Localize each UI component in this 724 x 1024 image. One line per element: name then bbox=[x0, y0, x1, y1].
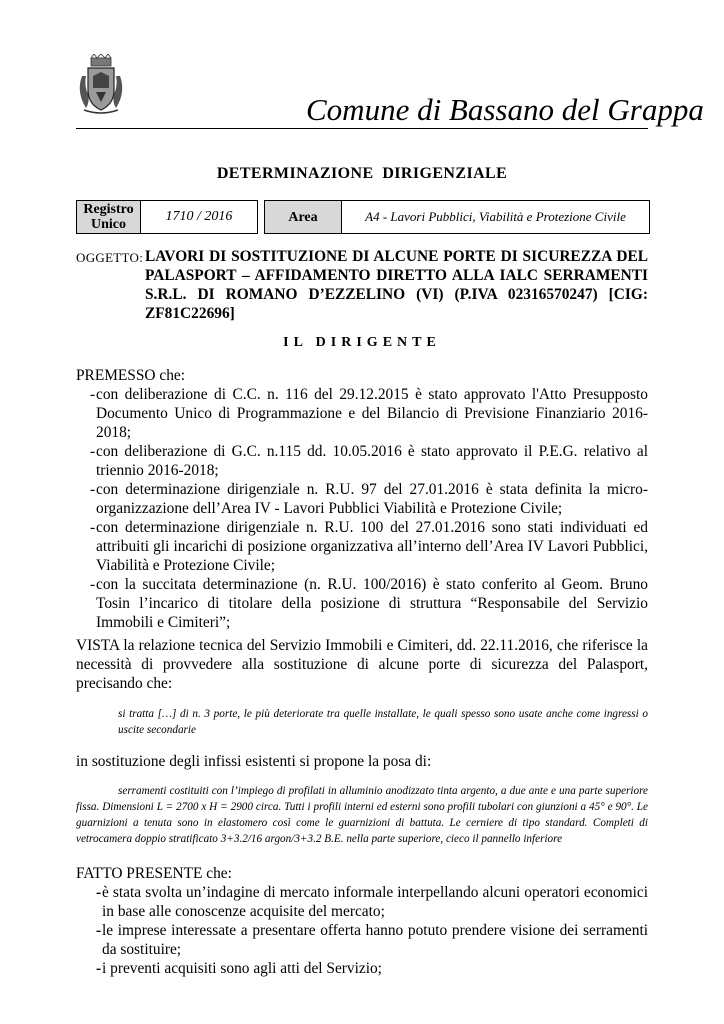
document-type-title: DETERMINAZIONE DIRIGENZIALE bbox=[216, 165, 508, 182]
list-item: - è stata svolta un’indagine di mercato informale interpellando alcuni operatori economici in base alle conoscenze acquisite del mercato; bbox=[96, 884, 648, 920]
list-item: - le imprese interessate a presentare offerta hanno potuto prendere visione dei serramenti da sostituire; bbox=[96, 922, 648, 958]
fatto-presente-list bbox=[76, 883, 648, 978]
registro-box bbox=[76, 200, 258, 234]
list-item: - con determinazione dirigenziale n. R.U. 97 del 27.01.2016 è stata definita la micro-organizzazione dell’Area IV - Lavori Pubblici Viabilità e Protezione Civile; bbox=[90, 481, 648, 517]
list-item: - con determinazione dirigenziale n. R.U. 100 del 27.01.2016 sono stati individuati ed attribuiti gli incarichi di posizione organizzativa all’interno dell’Area IV Lavori Pubblici, Viabilità e Protezione Civile; bbox=[90, 519, 648, 574]
oggetto-label: OGGETTO: bbox=[76, 250, 144, 265]
il-dirigente-heading: IL DIRIGENTE bbox=[283, 335, 441, 350]
municipality-name: Comune di Bassano del Grappa bbox=[306, 92, 704, 127]
fatto-presente-section bbox=[76, 864, 648, 978]
header-rule bbox=[76, 128, 648, 129]
oggetto-text: LAVORI DI SOSTITUZIONE DI ALCUNE PORTE DI SICUREZZA DEL PALASPORT – AFFIDAMENTO DIRETTO ALLA IALC SERRAMENTI S.R.L. DI ROMANO D’EZZELINO (VI) (P.IVA 02316570247) [CIG: ZF81C22696] bbox=[145, 248, 648, 322]
vista-paragraph: VISTA la relazione tecnica del Servizio Immobili e Cimiteri, dd. 22.11.2016, che riferisce la necessità di provvedere alla sostituzione di alcune porte di sicurezza del Palasport, precisando che: bbox=[76, 637, 648, 692]
coat-of-arms-icon bbox=[76, 54, 126, 116]
list-item: - con la succitata determinazione (n. R.U. 100/2016) è stato conferito al Geom. Bruno Tosin l’incarico di titolare della posizione di struttura “Responsabile del Servizio Immobili e Cimiteri”; bbox=[90, 576, 648, 631]
premesso-section bbox=[76, 366, 648, 632]
in-sostituzione-paragraph: in sostituzione degli infissi esistenti si propone la posa di: bbox=[76, 753, 432, 770]
area-box bbox=[264, 200, 650, 234]
premesso-list bbox=[76, 385, 648, 632]
list-item: - i preventi acquisiti sono agli atti del Servizio; bbox=[96, 960, 382, 977]
fatto-presente-heading: FATTO PRESENTE che: bbox=[76, 865, 232, 882]
quote-relazione-2: serramenti costituiti con l’impiego di profilati in alluminio anodizzato tinta argento, a due ante e una parte superiore fissa. Dimensioni L = 2700 x H = 2900 circa. Tutti i profili interni ed esterni sono profili tubolari con giunzioni a 45° e 90°. Le guarnizioni a tenuta sono in elastomero così come le guarnizioni di battuta. Le cerniere di tipo standard. Completi di vetrocamera doppio stratificato 3+3.2/16 argon/3+3.2 B.E. nella parte superiore, cieco il pannello inferiore bbox=[76, 785, 648, 845]
area-value: A4 - Lavori Pubblici, Viabilità e Protezione Civile bbox=[365, 209, 626, 224]
registro-value: 1710 / 2016 bbox=[165, 209, 233, 224]
quote-relazione-1: si tratta […] di n. 3 porte, le più deteriorate tra quelle installate, le quali spesso sono usate anche come ingressi o uscite secondarie bbox=[118, 708, 648, 736]
registro-label: Registro Unico bbox=[77, 201, 141, 233]
area-label: Area bbox=[265, 201, 342, 233]
list-item: - con deliberazione di G.C. n.115 dd. 10.05.2016 è stato approvato il P.E.G. relativo al triennio 2016-2018; bbox=[90, 443, 648, 479]
list-item: - con deliberazione di C.C. n. 116 del 29.12.2015 è stato approvato l'Atto Presupposto Documento Unico di Programmazione e del Bilancio di Previsione Finanziario 2016-2018; bbox=[90, 386, 648, 441]
premesso-heading: PREMESSO che: bbox=[76, 367, 186, 384]
